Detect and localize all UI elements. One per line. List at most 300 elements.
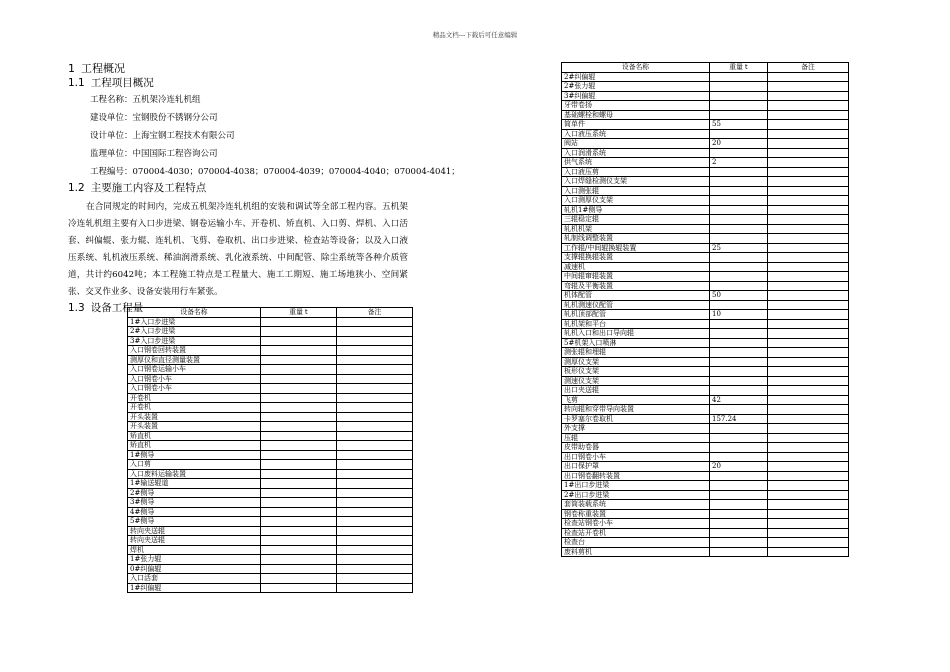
equipment-name-cell: 出口夹送辊: [562, 386, 710, 396]
equipment-name-cell: 入口测张辊: [562, 186, 710, 196]
weight-cell: 42: [710, 395, 768, 405]
table-row: [562, 386, 849, 396]
equipment-name-cell: 2#张力辊: [562, 82, 710, 92]
weight-cell: [261, 317, 337, 327]
note-cell: [768, 414, 849, 424]
table-row: [562, 120, 849, 130]
weight-cell: [710, 224, 768, 234]
note-cell: [768, 129, 849, 139]
equipment-name-cell: 飞剪: [562, 395, 710, 405]
note-cell: [768, 519, 849, 529]
note-cell: [768, 528, 849, 538]
table-row: [128, 583, 413, 593]
table-row: [562, 376, 849, 386]
table-row: [562, 338, 849, 348]
table-row: [562, 547, 849, 557]
equipment-name-cell: 检查站钢卷小车: [562, 519, 710, 529]
note-cell: [768, 348, 849, 358]
equipment-name-cell: 减速机: [562, 262, 710, 272]
project-number: 工程编号：070004-4030；070004-4038；070004-4039；070004-4040；070004-4041；: [90, 167, 460, 177]
header-weight: 重量 t: [261, 308, 337, 318]
equipment-name-cell: 入口剪: [128, 460, 261, 470]
note-cell: [768, 253, 849, 263]
weight-cell: [261, 488, 337, 498]
weight-cell: [261, 583, 337, 593]
table-row: [562, 310, 849, 320]
equipment-name-cell: 测张辊和埋辊: [562, 348, 710, 358]
weight-cell: [710, 490, 768, 500]
equipment-name-cell: 入口测厚仪支架: [562, 196, 710, 206]
equipment-name-cell: 支撑辊换辊装置: [562, 253, 710, 263]
table-row: [562, 139, 849, 149]
table-row: [562, 367, 849, 377]
equipment-name-cell: 焊机: [128, 545, 261, 555]
equipment-name-cell: 开头装置: [128, 422, 261, 432]
weight-cell: [710, 177, 768, 187]
equipment-name-cell: 轧机机架: [562, 224, 710, 234]
equipment-name-cell: 阀站: [562, 139, 710, 149]
equipment-name-cell: 测厚仪和直径测量装置: [128, 355, 261, 365]
weight-cell: [710, 148, 768, 158]
table-row: [562, 91, 849, 101]
weight-cell: [710, 167, 768, 177]
header-name: 设备名称: [562, 63, 710, 73]
equipment-name-cell: 轧机入口和出口导向辊: [562, 329, 710, 339]
section-title: 工程项目概况: [90, 77, 154, 89]
table-row: [128, 488, 413, 498]
equipment-name-cell: 1#出口步进梁: [562, 481, 710, 491]
note-cell: [768, 509, 849, 519]
weight-cell: [261, 574, 337, 584]
note-cell: [337, 450, 413, 460]
equipment-name-cell: 开头装置: [128, 412, 261, 422]
note-cell: [768, 101, 849, 111]
construction-unit: 建设单位：宝钢股份不锈钢分公司: [90, 113, 218, 123]
note-cell: [337, 346, 413, 356]
weight-cell: [710, 129, 768, 139]
project-name: 工程名称：五机架冷连轧机组: [90, 95, 201, 105]
weight-cell: [261, 412, 337, 422]
equipment-name-cell: 矫直机: [128, 441, 261, 451]
equipment-name-cell: 外支撑: [562, 424, 710, 434]
weight-cell: [261, 450, 337, 460]
table-row: [128, 574, 413, 584]
table-row: [562, 319, 849, 329]
table-row: [562, 500, 849, 510]
note-cell: [337, 564, 413, 574]
table-row: [562, 167, 849, 177]
note-cell: [337, 488, 413, 498]
section-heading-1: [68, 62, 488, 76]
left-column: [68, 62, 488, 315]
equipment-name-cell: 机体配管: [562, 291, 710, 301]
equipment-name-cell: 供气系统: [562, 158, 710, 168]
equipment-name-cell: 入口钢卷小车: [128, 384, 261, 394]
table-row: [562, 82, 849, 92]
equipment-name-cell: 出口钢卷翻转装置: [562, 471, 710, 481]
note-cell: [768, 433, 849, 443]
weight-cell: 157.24: [710, 414, 768, 424]
weight-cell: [710, 357, 768, 367]
table-row: [562, 424, 849, 434]
weight-cell: [710, 538, 768, 548]
note-cell: [768, 395, 849, 405]
table-row: [562, 452, 849, 462]
note-cell: [337, 555, 413, 565]
note-cell: [768, 291, 849, 301]
weight-cell: [261, 517, 337, 527]
note-cell: [768, 215, 849, 225]
equipment-name-cell: 出口钢卷小车: [562, 452, 710, 462]
equipment-name-cell: 0#纠偏辊: [128, 564, 261, 574]
note-cell: [768, 490, 849, 500]
table-row: [128, 403, 413, 413]
equipment-name-cell: 转向夹送辊: [128, 526, 261, 536]
table-row: [562, 291, 849, 301]
weight-cell: [710, 91, 768, 101]
weight-cell: 25: [710, 243, 768, 253]
equipment-name-cell: 测速仪支架: [562, 376, 710, 386]
note-cell: [337, 355, 413, 365]
table-row: [562, 243, 849, 253]
note-cell: [337, 336, 413, 346]
weight-cell: 10: [710, 310, 768, 320]
weight-cell: [261, 365, 337, 375]
table-row: [562, 101, 849, 111]
table-row: [128, 327, 413, 337]
note-cell: [768, 91, 849, 101]
note-cell: [768, 300, 849, 310]
equipment-name-cell: 1#输送辊道: [128, 479, 261, 489]
equipment-name-cell: 轧机架和平台: [562, 319, 710, 329]
table-row: [128, 498, 413, 508]
note-cell: [768, 262, 849, 272]
equipment-name-cell: 2#入口步进梁: [128, 327, 261, 337]
page-header: 精品文档---下载后可任意编辑: [432, 31, 518, 39]
note-cell: [768, 272, 849, 282]
table-row: [128, 564, 413, 574]
equipment-name-cell: 牙带卷扬: [562, 101, 710, 111]
note-cell: [337, 374, 413, 384]
note-cell: [768, 243, 849, 253]
table-row: [562, 443, 849, 453]
equipment-name-cell: 1#入口步进梁: [128, 317, 261, 327]
equipment-name-cell: 钢卷称重装置: [562, 509, 710, 519]
equipment-name-cell: 入口活套: [128, 574, 261, 584]
header-note: 备注: [337, 308, 413, 318]
note-cell: [768, 110, 849, 120]
note-cell: [337, 327, 413, 337]
table-row: [128, 346, 413, 356]
weight-cell: [261, 422, 337, 432]
header-name: 设备名称: [128, 308, 261, 318]
note-cell: [768, 139, 849, 149]
equipment-name-cell: 轧机1#侧导: [562, 205, 710, 215]
equipment-name-cell: 基础螺栓和螺母: [562, 110, 710, 120]
equipment-name-cell: 检查台: [562, 538, 710, 548]
weight-cell: [710, 262, 768, 272]
section-title: 工程概况: [81, 62, 125, 75]
weight-cell: [710, 319, 768, 329]
weight-cell: [710, 471, 768, 481]
equipment-name-cell: 2#侧导: [128, 488, 261, 498]
equipment-name-cell: 转向辊和穿带导向装置: [562, 405, 710, 415]
table-row: [562, 129, 849, 139]
note-cell: [768, 224, 849, 234]
table-row: [562, 253, 849, 263]
equipment-name-cell: 轧制线调整装置: [562, 234, 710, 244]
equipment-name-cell: 弯辊及平衡装置: [562, 281, 710, 291]
note-cell: [768, 120, 849, 130]
equipment-name-cell: 套筒装载系统: [562, 500, 710, 510]
equipment-name-cell: 轧机测速仪配管: [562, 300, 710, 310]
table-row: [562, 300, 849, 310]
weight-cell: [710, 234, 768, 244]
table-row: [562, 158, 849, 168]
table-row: [562, 72, 849, 82]
equipment-name-cell: 简单件: [562, 120, 710, 130]
weight-cell: [710, 281, 768, 291]
table-row: [562, 224, 849, 234]
note-cell: [337, 507, 413, 517]
equipment-name-cell: 废料剪机: [562, 547, 710, 557]
note-cell: [337, 536, 413, 546]
weight-cell: [710, 329, 768, 339]
weight-cell: [710, 386, 768, 396]
note-cell: [768, 158, 849, 168]
note-cell: [337, 498, 413, 508]
note-cell: [768, 205, 849, 215]
equipment-name-cell: 3#纠偏辊: [562, 91, 710, 101]
equipment-name-cell: 入口废料运输装置: [128, 469, 261, 479]
equipment-name-cell: 出口保护罩: [562, 462, 710, 472]
weight-cell: [710, 528, 768, 538]
weight-cell: [710, 405, 768, 415]
table-row: [128, 384, 413, 394]
weight-cell: [261, 346, 337, 356]
table-row: [128, 479, 413, 489]
weight-cell: [710, 101, 768, 111]
table-row: [562, 357, 849, 367]
equipment-name-cell: 轧机顶部配管: [562, 310, 710, 320]
note-cell: [337, 526, 413, 536]
section-number: 1: [68, 62, 75, 75]
weight-cell: [710, 547, 768, 557]
weight-cell: 2: [710, 158, 768, 168]
table-row: [128, 545, 413, 555]
table-row: [562, 509, 849, 519]
table-row: [128, 450, 413, 460]
equipment-name-cell: 三辊稳定辊: [562, 215, 710, 225]
note-cell: [768, 471, 849, 481]
equipment-name-cell: 入口液压系统: [562, 129, 710, 139]
weight-cell: [261, 469, 337, 479]
table-header-row: [128, 308, 413, 318]
equipment-name-cell: 开卷机: [128, 393, 261, 403]
note-cell: [768, 357, 849, 367]
table-row: [562, 110, 849, 120]
table-row: [128, 526, 413, 536]
weight-cell: [710, 376, 768, 386]
table-row: [128, 374, 413, 384]
section-title: 设备工程量: [90, 302, 144, 314]
table-row: [128, 422, 413, 432]
equipment-name-cell: 5#机架入口喷淋: [562, 338, 710, 348]
weight-cell: [261, 384, 337, 394]
note-cell: [337, 545, 413, 555]
equipment-name-cell: 矫直机: [128, 431, 261, 441]
table-row: [562, 538, 849, 548]
note-cell: [337, 412, 413, 422]
table-row: [128, 317, 413, 327]
weight-cell: [710, 433, 768, 443]
equipment-name-cell: 3#侧导: [128, 498, 261, 508]
equipment-name-cell: 入口液压剪: [562, 167, 710, 177]
equipment-name-cell: 检查站开卷机: [562, 528, 710, 538]
equipment-name-cell: 入口钢卷运输小车: [128, 365, 261, 375]
section-title: 主要施工内容及工程特点: [90, 182, 207, 194]
weight-cell: [710, 253, 768, 263]
project-info: [90, 91, 488, 181]
supervision-unit: 监理单位：中国国际工程咨询公司: [90, 149, 218, 159]
note-cell: [768, 234, 849, 244]
weight-cell: [261, 536, 337, 546]
table-row: [562, 481, 849, 491]
weight-cell: [261, 374, 337, 384]
section-heading-1-2: [68, 181, 488, 195]
equipment-name-cell: 开卷机: [128, 403, 261, 413]
table-row: [128, 460, 413, 470]
weight-cell: [261, 526, 337, 536]
table-row: [562, 186, 849, 196]
equipment-name-cell: 2#出口步进梁: [562, 490, 710, 500]
table-row: [128, 431, 413, 441]
equipment-name-cell: 1#纠偏辊: [128, 583, 261, 593]
equipment-table-right: [561, 62, 849, 557]
weight-cell: [261, 336, 337, 346]
weight-cell: [710, 300, 768, 310]
weight-cell: [261, 564, 337, 574]
equipment-name-cell: 入口钢卷小车: [128, 374, 261, 384]
equipment-name-cell: 5#侧导: [128, 517, 261, 527]
note-cell: [337, 431, 413, 441]
equipment-name-cell: 板形仪支架: [562, 367, 710, 377]
equipment-name-cell: 入口钢卷回转装置: [128, 346, 261, 356]
note-cell: [337, 317, 413, 327]
note-cell: [768, 462, 849, 472]
table-row: [562, 414, 849, 424]
table-row: [562, 462, 849, 472]
note-cell: [768, 148, 849, 158]
weight-cell: 20: [710, 139, 768, 149]
weight-cell: [710, 82, 768, 92]
note-cell: [768, 443, 849, 453]
weight-cell: [710, 205, 768, 215]
note-cell: [768, 196, 849, 206]
weight-cell: [261, 460, 337, 470]
weight-cell: [710, 424, 768, 434]
weight-cell: 55: [710, 120, 768, 130]
weight-cell: [710, 186, 768, 196]
weight-cell: [710, 338, 768, 348]
note-cell: [768, 167, 849, 177]
weight-cell: [261, 431, 337, 441]
section-number: 1.3: [68, 302, 85, 314]
weight-cell: [261, 545, 337, 555]
equipment-name-cell: 测厚仪支架: [562, 357, 710, 367]
note-cell: [337, 517, 413, 527]
equipment-name-cell: 1#张力辊: [128, 555, 261, 565]
weight-cell: [710, 196, 768, 206]
table-row: [128, 441, 413, 451]
section-number: 1.2: [68, 182, 85, 194]
weight-cell: [710, 500, 768, 510]
table-row: [562, 528, 849, 538]
table-row: [562, 281, 849, 291]
design-unit: 设计单位：上海宝钢工程技术有限公司: [90, 131, 235, 141]
weight-cell: [261, 479, 337, 489]
table-row: [562, 405, 849, 415]
weight-cell: [261, 393, 337, 403]
weight-cell: 50: [710, 291, 768, 301]
table-row: [562, 329, 849, 339]
table-row: [128, 469, 413, 479]
table-row: [562, 205, 849, 215]
table-row: [562, 262, 849, 272]
note-cell: [768, 310, 849, 320]
note-cell: [337, 479, 413, 489]
note-cell: [768, 481, 849, 491]
note-cell: [768, 82, 849, 92]
weight-cell: [261, 507, 337, 517]
equipment-name-cell: 皮带助卷器: [562, 443, 710, 453]
table-row: [562, 234, 849, 244]
equipment-name-cell: 压辊: [562, 433, 710, 443]
table-row: [562, 519, 849, 529]
note-cell: [768, 177, 849, 187]
table-row: [562, 471, 849, 481]
note-cell: [337, 460, 413, 470]
note-cell: [768, 386, 849, 396]
note-cell: [768, 452, 849, 462]
note-cell: [768, 405, 849, 415]
table-row: [562, 395, 849, 405]
weight-cell: [710, 519, 768, 529]
equipment-name-cell: 3#入口步进梁: [128, 336, 261, 346]
table-row: [562, 177, 849, 187]
table-row: [562, 433, 849, 443]
table-row: [128, 536, 413, 546]
section-number: 1.1: [68, 77, 85, 89]
equipment-name-cell: 卡罗塞尔卷取机: [562, 414, 710, 424]
note-cell: [337, 384, 413, 394]
header-note: 备注: [768, 63, 849, 73]
table-row: [562, 490, 849, 500]
equipment-name-cell: 4#侧导: [128, 507, 261, 517]
equipment-table-left: [127, 307, 413, 593]
weight-cell: 20: [710, 462, 768, 472]
table-row: [562, 348, 849, 358]
note-cell: [337, 422, 413, 432]
table-row: [128, 412, 413, 422]
table-row: [562, 272, 849, 282]
note-cell: [768, 319, 849, 329]
note-cell: [768, 547, 849, 557]
weight-cell: [261, 327, 337, 337]
table-row: [562, 196, 849, 206]
note-cell: [768, 376, 849, 386]
weight-cell: [710, 443, 768, 453]
